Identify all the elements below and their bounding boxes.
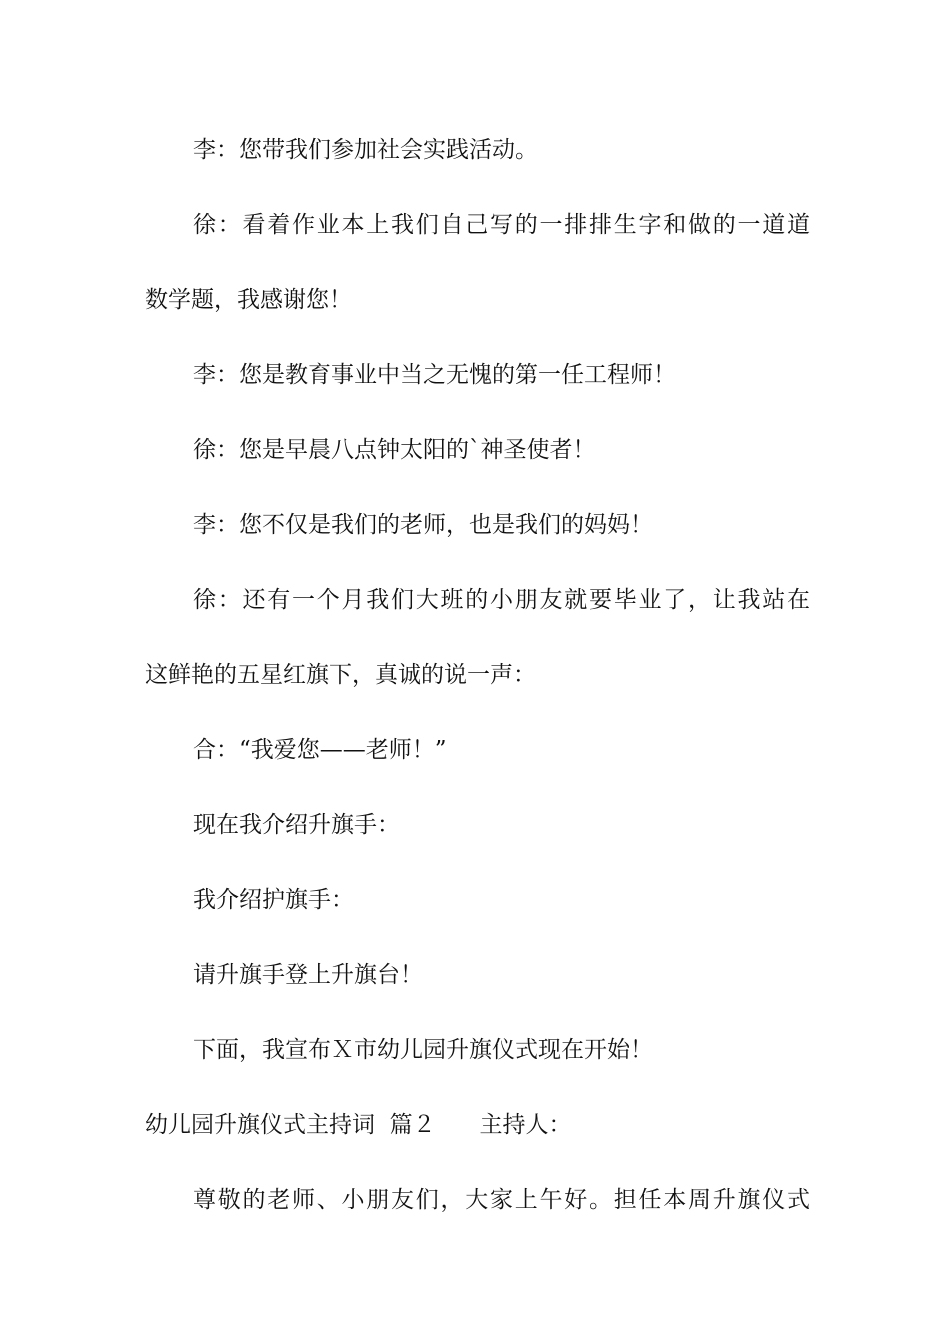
text-line: 数学题，我感谢您！ <box>145 287 352 313</box>
text-line: 李：您是教育事业中当之无愧的第一任工程师！ <box>193 362 676 388</box>
text-line: 现在我介绍升旗手： <box>193 812 400 838</box>
text-line: 徐：看着作业本上我们自己写的一排排生字和做的一道道 <box>193 212 810 238</box>
text-line: 请升旗手登上升旗台！ <box>193 962 423 988</box>
text-line: 徐：您是早晨八点钟太阳的`神圣使者！ <box>193 437 596 463</box>
text-line: 我介绍护旗手： <box>193 887 354 913</box>
text-line: 合：“我爱您——老师！” <box>193 737 447 763</box>
text-line: 这鲜艳的五星红旗下，真诚的说一声： <box>145 662 536 688</box>
text-line: 下面，我宣布Ｘ市幼儿园升旗仪式现在开始！ <box>193 1037 653 1063</box>
text-line: 徐：还有一个月我们大班的小朋友就要毕业了，让我站在 <box>193 587 810 613</box>
text-line: 尊敬的老师、小朋友们，大家上午好。担任本周升旗仪式 <box>193 1187 810 1213</box>
section-heading-line: 幼儿园升旗仪式主持词 篇２ 主持人： <box>145 1112 572 1138</box>
text-line: 李：您带我们参加社会实践活动。 <box>193 137 538 163</box>
text-line: 李：您不仅是我们的老师，也是我们的妈妈！ <box>193 512 653 538</box>
